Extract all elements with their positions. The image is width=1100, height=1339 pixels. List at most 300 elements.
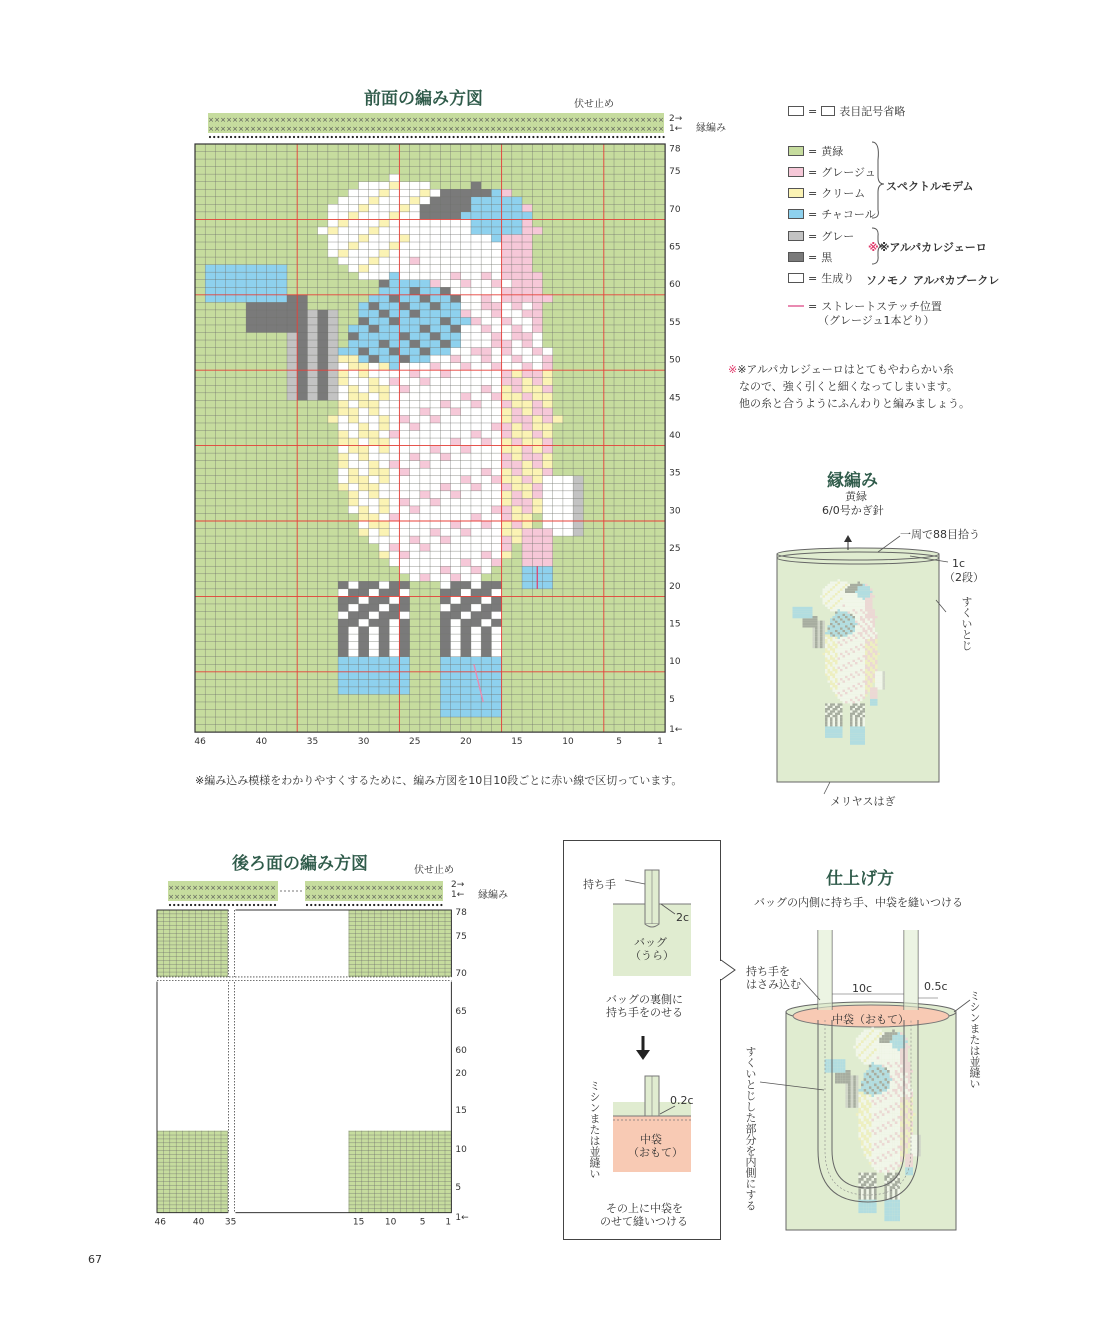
legend-item-2: [788, 185, 865, 201]
svg-text:×: ×: [216, 884, 222, 892]
step-handle-label: 持ち手: [583, 878, 616, 891]
svg-text:×: ×: [437, 893, 443, 901]
svg-text:×: ×: [174, 884, 180, 892]
step2-text-1: その上に中袋を: [606, 1202, 683, 1215]
svg-text:×: ×: [382, 125, 388, 133]
svg-text:×: ×: [256, 125, 262, 133]
front-edge-label: 縁編み: [696, 123, 726, 134]
svg-text:×: ×: [311, 884, 317, 892]
svg-text:×: ×: [383, 893, 389, 901]
legend-omit-text: 表目記号省略: [839, 105, 906, 118]
back-col-label: 10: [384, 1217, 397, 1228]
front-bind-off-label: 伏せ止め: [574, 99, 614, 110]
front-row-label: 40: [669, 431, 681, 442]
svg-text:×: ×: [413, 884, 419, 892]
svg-text:×: ×: [634, 116, 640, 124]
svg-text:×: ×: [371, 893, 377, 901]
svg-text:×: ×: [246, 884, 252, 892]
svg-text:×: ×: [359, 884, 365, 892]
svg-text:×: ×: [484, 116, 490, 124]
front-row-label: 70: [669, 204, 681, 215]
svg-text:×: ×: [174, 893, 180, 901]
svg-text:×: ×: [323, 884, 329, 892]
svg-text:×: ×: [514, 116, 520, 124]
svg-text:×: ×: [400, 116, 406, 124]
svg-text:×: ×: [401, 893, 407, 901]
svg-text:×: ×: [370, 116, 376, 124]
svg-text:×: ×: [574, 116, 580, 124]
svg-text:×: ×: [490, 116, 496, 124]
svg-text:×: ×: [220, 116, 226, 124]
edge-rows: （2段）: [944, 571, 984, 584]
legend-brand-2: ※※アルパカレジェーロ: [868, 241, 987, 254]
front-col-label: 10: [562, 737, 574, 748]
svg-text:×: ×: [424, 116, 430, 124]
svg-text:×: ×: [270, 893, 276, 901]
finish-dim-10c: 10c: [852, 982, 873, 995]
svg-text:×: ×: [192, 884, 198, 892]
back-row-mark-2: 2→: [451, 880, 465, 890]
finish-insert-2: はさみ込む: [746, 978, 801, 991]
svg-text:×: ×: [256, 116, 262, 124]
svg-text:×: ×: [574, 125, 580, 133]
legend-braces: [870, 140, 890, 280]
back-row-label: 5: [455, 1183, 462, 1193]
svg-text:×: ×: [210, 893, 216, 901]
svg-text:×: ×: [228, 884, 234, 892]
svg-text:×: ×: [436, 125, 442, 133]
svg-text:×: ×: [352, 116, 358, 124]
svg-text:×: ×: [280, 125, 286, 133]
svg-text:×: ×: [305, 893, 311, 901]
back-bottom-axis: [154, 1218, 451, 1228]
front-row-label: 5: [669, 694, 675, 705]
svg-text:×: ×: [322, 116, 328, 124]
equal-sign: =: [808, 299, 818, 313]
equal-sign: =: [808, 207, 818, 221]
legend-swatch: [788, 252, 804, 262]
svg-text:×: ×: [335, 884, 341, 892]
svg-text:×: ×: [382, 116, 388, 124]
edge-pick: 一周で88目拾う: [900, 528, 980, 541]
svg-text:×: ×: [274, 125, 280, 133]
svg-text:×: ×: [328, 116, 334, 124]
back-row-label: 70: [455, 969, 467, 979]
svg-text:×: ×: [389, 893, 395, 901]
svg-text:×: ×: [496, 116, 502, 124]
svg-text:×: ×: [214, 116, 220, 124]
svg-text:×: ×: [204, 893, 210, 901]
svg-text:×: ×: [316, 116, 322, 124]
edge-bag-diagram: [760, 530, 960, 810]
svg-text:×: ×: [358, 116, 364, 124]
svg-text:×: ×: [550, 125, 556, 133]
equal-sign: =: [808, 250, 818, 264]
svg-text:×: ×: [226, 116, 232, 124]
legend-brand-2-text: ※アルパカレジェーロ: [878, 241, 987, 254]
legend-note-text-1: ※アルパカレジェーロはとてもやわらかい糸: [737, 363, 954, 376]
legend-omit-row: [788, 103, 905, 119]
svg-text:×: ×: [532, 125, 538, 133]
svg-text:×: ×: [652, 125, 658, 133]
svg-text:×: ×: [598, 116, 604, 124]
svg-text:×: ×: [341, 884, 347, 892]
legend-brand-1: スペクトルモデム: [886, 180, 974, 193]
svg-text:×: ×: [616, 125, 622, 133]
svg-text:×: ×: [244, 116, 250, 124]
svg-text:×: ×: [234, 884, 240, 892]
finish-machine-label: ミシンまたは並縫い: [968, 990, 981, 1089]
svg-text:×: ×: [419, 884, 425, 892]
svg-text:×: ×: [526, 125, 532, 133]
svg-text:×: ×: [274, 116, 280, 124]
svg-text:×: ×: [460, 125, 466, 133]
svg-text:×: ×: [346, 125, 352, 133]
front-col-label: 35: [306, 737, 319, 748]
svg-text:×: ×: [264, 884, 270, 892]
svg-text:×: ×: [604, 116, 610, 124]
front-row-label: 75: [669, 167, 681, 178]
svg-text:×: ×: [358, 125, 364, 133]
svg-text:×: ×: [430, 125, 436, 133]
svg-text:×: ×: [431, 884, 437, 892]
back-row-label: 65: [455, 1007, 467, 1017]
svg-text:×: ×: [448, 125, 454, 133]
edge-color: 黄緑: [845, 490, 867, 503]
legend-label: 黄緑: [821, 145, 844, 158]
svg-text:×: ×: [323, 893, 329, 901]
back-row-mark-1: 1←: [451, 890, 465, 900]
equal-sign: =: [808, 229, 818, 243]
svg-text:×: ×: [222, 893, 228, 901]
back-row-label: 75: [455, 932, 467, 942]
svg-text:×: ×: [460, 116, 466, 124]
front-chart: [190, 105, 690, 755]
svg-text:×: ×: [508, 116, 514, 124]
front-row-label: 30: [669, 506, 681, 517]
svg-text:×: ×: [340, 125, 346, 133]
equal-sign: =: [808, 144, 818, 158]
legend-swatch: [788, 167, 804, 177]
svg-text:×: ×: [258, 893, 264, 901]
svg-text:×: ×: [258, 884, 264, 892]
front-row-label: 25: [669, 544, 681, 555]
svg-text:×: ×: [238, 116, 244, 124]
svg-text:×: ×: [376, 116, 382, 124]
svg-text:×: ×: [454, 116, 460, 124]
legend-note-line-1: ※※アルパカレジェーロはとてもやわらかい糸: [728, 363, 954, 376]
back-col-label: 40: [192, 1217, 205, 1228]
back-bind-off-label: 伏せ止め: [414, 865, 454, 876]
svg-text:×: ×: [346, 116, 352, 124]
svg-text:×: ×: [424, 125, 430, 133]
back-row-label: 20: [455, 1069, 467, 1079]
svg-text:×: ×: [240, 884, 246, 892]
legend-item-3: [788, 206, 876, 222]
svg-text:×: ×: [359, 893, 365, 901]
finish-lining-label: 中袋（おもて）: [832, 1013, 909, 1026]
svg-text:×: ×: [586, 125, 592, 133]
svg-text:×: ×: [310, 116, 316, 124]
svg-text:×: ×: [406, 116, 412, 124]
svg-text:×: ×: [412, 125, 418, 133]
step-dim-02c: 0.2c: [670, 1094, 694, 1107]
legend-note-line-2: なので、強く引くと細くなってしまいます。: [739, 380, 958, 393]
equal-sign: =: [808, 104, 818, 118]
svg-text:×: ×: [526, 116, 532, 124]
svg-text:×: ×: [604, 125, 610, 133]
legend-item-4: [788, 228, 854, 244]
back-col-label: 35: [224, 1217, 237, 1228]
svg-text:×: ×: [568, 116, 574, 124]
svg-text:×: ×: [472, 125, 478, 133]
front-row-label: 15: [669, 619, 681, 630]
front-right-axis: [669, 145, 683, 736]
svg-text:×: ×: [371, 884, 377, 892]
svg-text:×: ×: [246, 893, 252, 901]
svg-text:×: ×: [394, 116, 400, 124]
edge-side-label: すくいとじ: [960, 596, 973, 651]
svg-text:×: ×: [383, 884, 389, 892]
legend-item-5: [788, 249, 832, 265]
svg-text:×: ×: [322, 125, 328, 133]
svg-text:×: ×: [244, 125, 250, 133]
front-footnote: ※編み込み模様をわかりやすくするために、編み方図を10目10段ごとに赤い線で区切っています。: [195, 774, 683, 787]
svg-text:×: ×: [592, 116, 598, 124]
svg-text:×: ×: [298, 116, 304, 124]
back-edge-label: 縁編み: [478, 890, 508, 901]
svg-text:×: ×: [250, 125, 256, 133]
back-right-axis: [455, 908, 469, 1223]
svg-text:×: ×: [407, 893, 413, 901]
svg-text:×: ×: [180, 884, 186, 892]
svg-text:×: ×: [580, 116, 586, 124]
svg-text:×: ×: [292, 125, 298, 133]
svg-text:×: ×: [232, 116, 238, 124]
legend-swatch: [788, 209, 804, 219]
svg-text:×: ×: [568, 125, 574, 133]
svg-text:×: ×: [412, 116, 418, 124]
svg-text:×: ×: [334, 125, 340, 133]
svg-text:×: ×: [419, 893, 425, 901]
svg-text:×: ×: [365, 884, 371, 892]
back-chart-grid: [155, 908, 453, 1215]
svg-text:×: ×: [538, 116, 544, 124]
legend-item-0: [788, 143, 843, 159]
svg-text:×: ×: [270, 884, 276, 892]
svg-text:×: ×: [478, 116, 484, 124]
finish-insert-1: 持ち手を: [746, 965, 790, 978]
step-lining-sub: （おもて）: [628, 1146, 683, 1159]
svg-text:×: ×: [214, 125, 220, 133]
front-col-label: 40: [255, 737, 268, 748]
svg-text:×: ×: [328, 125, 334, 133]
svg-text:×: ×: [268, 116, 274, 124]
svg-text:×: ×: [264, 893, 270, 901]
svg-text:×: ×: [562, 125, 568, 133]
svg-text:×: ×: [208, 116, 214, 124]
legend-label: グレー: [821, 230, 855, 243]
front-chart-title: 前面の編み方図: [364, 89, 483, 109]
front-row-mark-1: 1←: [669, 124, 683, 134]
svg-text:×: ×: [544, 125, 550, 133]
legend-stitch-label: ストレートステッチ位置: [821, 300, 942, 313]
svg-text:×: ×: [304, 116, 310, 124]
svg-text:×: ×: [347, 884, 353, 892]
svg-text:×: ×: [425, 884, 431, 892]
legend-swatch: [788, 273, 804, 283]
svg-text:×: ×: [400, 125, 406, 133]
step-machine-label: ミシンまたは並縫い: [588, 1080, 601, 1179]
svg-text:×: ×: [234, 893, 240, 901]
front-col-label: 20: [460, 737, 472, 748]
svg-text:×: ×: [340, 116, 346, 124]
edge-title: 縁編み: [827, 471, 878, 491]
svg-text:×: ×: [496, 125, 502, 133]
svg-text:×: ×: [365, 893, 371, 901]
svg-text:×: ×: [310, 125, 316, 133]
svg-text:×: ×: [550, 116, 556, 124]
back-chart-title: 後ろ面の編み方図: [232, 854, 368, 874]
svg-text:×: ×: [341, 893, 347, 901]
front-col-label: 1: [657, 737, 663, 748]
front-col-label: 25: [409, 737, 421, 748]
svg-text:×: ×: [466, 116, 472, 124]
back-col-label: 15: [352, 1217, 365, 1228]
svg-text:×: ×: [216, 893, 222, 901]
svg-text:×: ×: [353, 893, 359, 901]
svg-text:×: ×: [616, 116, 622, 124]
svg-text:×: ×: [592, 125, 598, 133]
legend-item-6: [788, 270, 854, 286]
legend-swatch: [788, 188, 804, 198]
svg-text:×: ×: [646, 125, 652, 133]
svg-text:×: ×: [186, 884, 192, 892]
legend-label: クリーム: [821, 187, 866, 200]
step-dim-2c: 2c: [676, 911, 690, 924]
finish-inside-label: すくいとじした部分を内側にする: [744, 1046, 757, 1211]
svg-text:×: ×: [204, 884, 210, 892]
svg-text:×: ×: [598, 125, 604, 133]
svg-text:×: ×: [262, 125, 268, 133]
front-row-label: 10: [669, 657, 681, 668]
svg-text:×: ×: [640, 116, 646, 124]
step2-text-2: のせて縫いつける: [600, 1215, 688, 1228]
svg-text:×: ×: [413, 893, 419, 901]
svg-text:×: ×: [580, 125, 586, 133]
svg-text:×: ×: [442, 125, 448, 133]
svg-text:×: ×: [646, 116, 652, 124]
svg-text:×: ×: [208, 125, 214, 133]
legend-swatch: [788, 146, 804, 156]
svg-text:×: ×: [388, 125, 394, 133]
svg-text:×: ×: [658, 116, 664, 124]
back-row-label: 78: [455, 908, 467, 918]
svg-text:×: ×: [329, 893, 335, 901]
svg-text:×: ×: [226, 125, 232, 133]
svg-text:×: ×: [407, 884, 413, 892]
svg-text:×: ×: [280, 116, 286, 124]
svg-text:×: ×: [394, 125, 400, 133]
svg-text:×: ×: [395, 893, 401, 901]
back-row-label: 15: [455, 1106, 467, 1116]
step-lining-label: 中袋: [640, 1133, 662, 1146]
svg-text:×: ×: [395, 884, 401, 892]
edge-body-label: メリヤスはぎ: [830, 795, 896, 808]
front-row-label: 35: [669, 468, 681, 479]
svg-text:×: ×: [198, 884, 204, 892]
svg-text:×: ×: [389, 884, 395, 892]
svg-text:×: ×: [466, 125, 472, 133]
svg-text:×: ×: [401, 884, 407, 892]
svg-text:×: ×: [252, 893, 258, 901]
svg-text:×: ×: [454, 125, 460, 133]
back-col-label: 5: [419, 1217, 426, 1228]
legend-stitch-sub: （グレージュ1本どり）: [818, 314, 935, 327]
svg-text:×: ×: [228, 893, 234, 901]
front-row-label: 65: [669, 242, 681, 253]
svg-text:×: ×: [431, 893, 437, 901]
front-row-label: 55: [669, 317, 681, 328]
equal-sign: =: [808, 271, 818, 285]
back-col-label: 1: [445, 1217, 452, 1228]
svg-text:×: ×: [353, 884, 359, 892]
svg-text:×: ×: [478, 125, 484, 133]
svg-text:×: ×: [388, 116, 394, 124]
svg-text:×: ×: [610, 125, 616, 133]
svg-text:×: ×: [250, 116, 256, 124]
front-row-label: 45: [669, 393, 681, 404]
svg-text:×: ×: [240, 893, 246, 901]
legend-label: 生成り: [821, 272, 855, 285]
svg-text:×: ×: [317, 884, 323, 892]
svg-text:×: ×: [304, 125, 310, 133]
svg-text:×: ×: [192, 893, 198, 901]
front-bottom-axis: [194, 737, 662, 747]
svg-text:×: ×: [425, 893, 431, 901]
svg-text:×: ×: [334, 116, 340, 124]
svg-text:×: ×: [418, 125, 424, 133]
page-number: 67: [88, 1253, 102, 1266]
svg-text:×: ×: [658, 125, 664, 133]
svg-text:×: ×: [292, 116, 298, 124]
svg-text:×: ×: [286, 116, 292, 124]
svg-text:×: ×: [502, 125, 508, 133]
svg-text:×: ×: [335, 893, 341, 901]
legend-item-1: [788, 164, 876, 180]
svg-text:×: ×: [180, 893, 186, 901]
svg-text:×: ×: [252, 884, 258, 892]
step-bag-sub: （うら）: [630, 949, 674, 962]
svg-text:×: ×: [364, 116, 370, 124]
legend-note: [728, 361, 970, 412]
back-edge-band: [168, 881, 443, 906]
svg-text:×: ×: [364, 125, 370, 133]
svg-text:×: ×: [622, 116, 628, 124]
front-row-label: 50: [669, 355, 681, 366]
svg-text:×: ×: [168, 884, 174, 892]
svg-text:×: ×: [508, 125, 514, 133]
finish-dim-05c: 0.5c: [924, 980, 948, 993]
legend-brand-3: ソノモノ アルパカブークレ: [866, 274, 1000, 287]
step1-text-1: バッグの裏側に: [606, 993, 683, 1006]
stitch-line-icon: [788, 305, 804, 307]
svg-text:×: ×: [317, 893, 323, 901]
svg-text:×: ×: [514, 125, 520, 133]
svg-text:×: ×: [610, 116, 616, 124]
svg-text:×: ×: [222, 884, 228, 892]
edge-hook: 6/0号かぎ針: [822, 504, 884, 517]
